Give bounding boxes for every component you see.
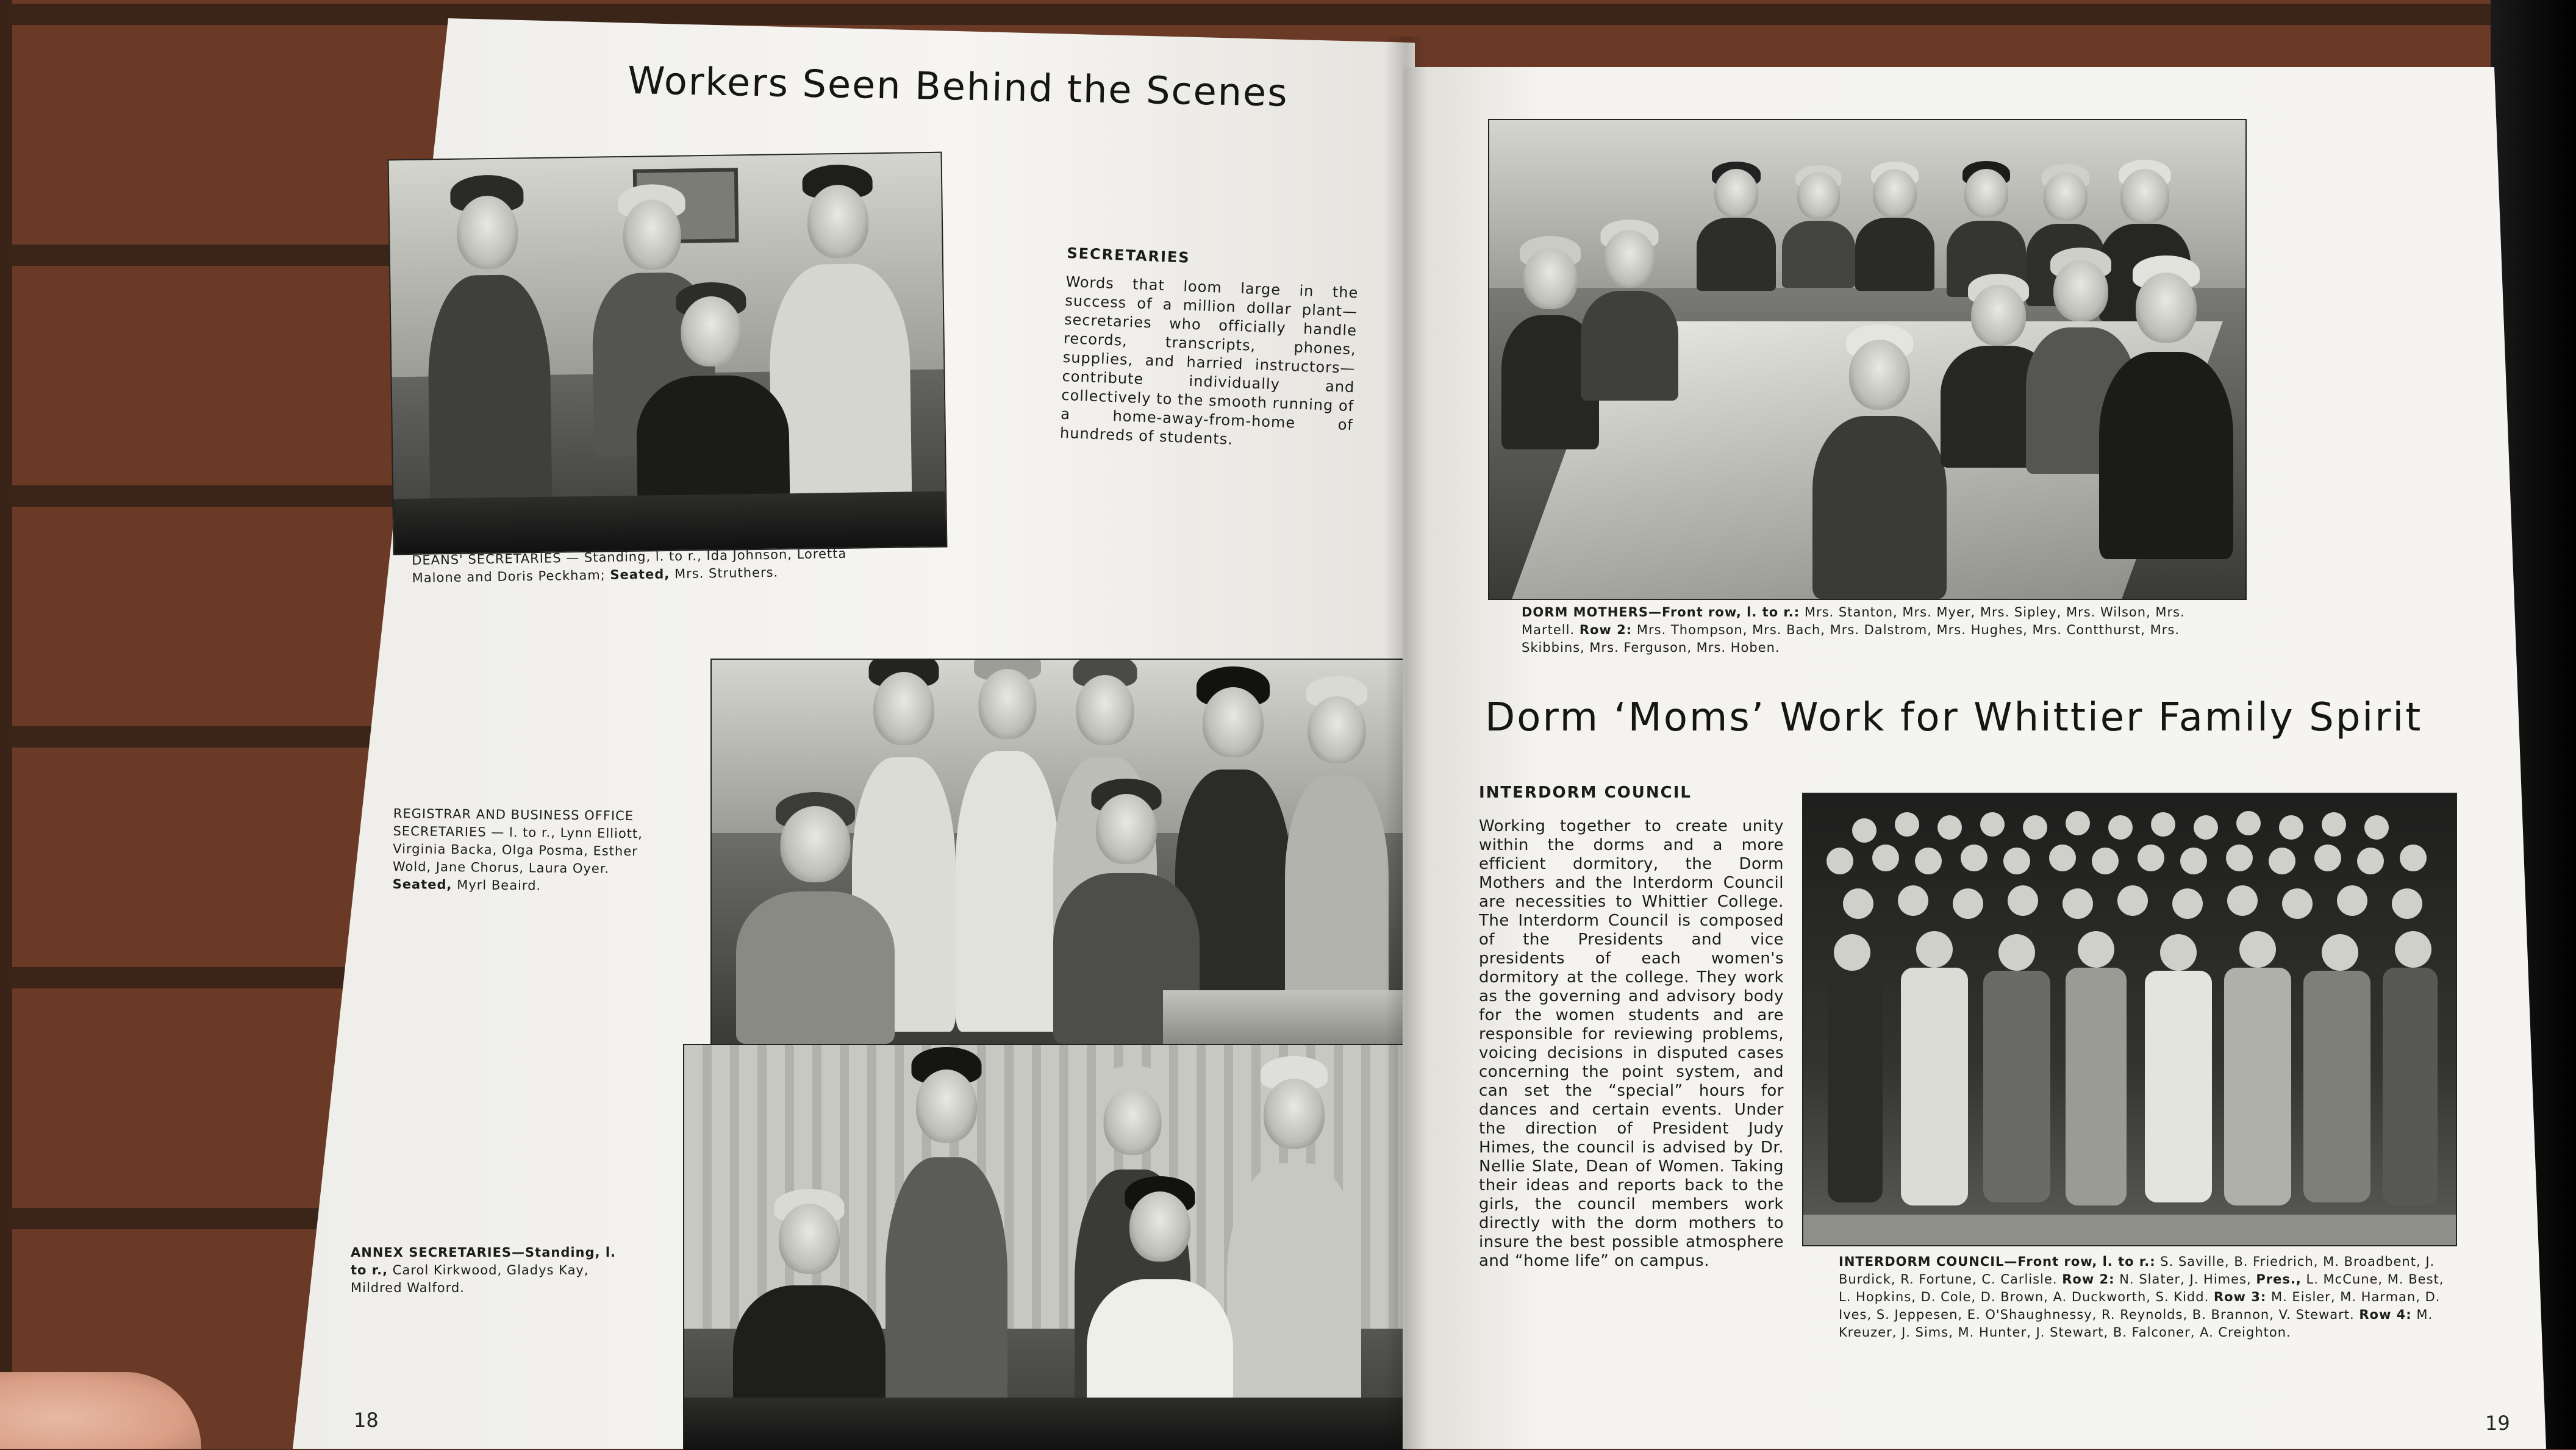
council-caption-label: INTERDORM COUNCIL—Front row, l. to r.: (1839, 1254, 2156, 1269)
interdorm-heading: INTERDORM COUNCIL (1479, 784, 1692, 802)
deans-secretaries-photo (388, 152, 948, 555)
council-caption-row4: M. Kreuzer, J. Sims, M. Hunter, J. Stewart, B. Falconer, A. Creighton. (1839, 1307, 2433, 1340)
left-page-title: Workers Seen Behind the Scenes (627, 58, 1289, 115)
book-gutter (1384, 37, 1427, 1449)
dorm-caption-row1: Mrs. Stanton, Mrs. Myer, Mrs. Sipley, Mrs. Wilson, Mrs. Martell. (1522, 605, 2185, 637)
registrar-caption-label: REGISTRAR AND BUSINESS OFFICE SECRETARIES — l. to r., (393, 805, 634, 840)
interdorm-council-caption (1839, 1253, 2449, 1341)
dorm-caption-label: DORM MOTHERS—Front row, l. to r.: (1522, 605, 1800, 620)
council-caption-row2b: L. McCune, M. Best, L. Hopkins, D. Cole, D. Brown, A. Duckworth, S. Kidd. (1839, 1272, 2444, 1304)
council-caption-row2: N. Slater, J. Himes, (2119, 1272, 2252, 1287)
secretaries-heading: SECRETARIES (1066, 244, 1191, 266)
right-page-number: 19 (2485, 1412, 2510, 1435)
council-caption-row2-label: Row 2: (2062, 1272, 2115, 1287)
dorm-caption-row2-label: Row 2: (1579, 623, 1633, 637)
annex-caption (351, 1244, 619, 1297)
dorm-caption-row2: Mrs. Thompson, Mrs. Bach, Mrs. Dalstrom, Mrs. Hughes, Mrs. Contthurst, Mrs. Skibbins, Mrs. Ferguson, Mrs. Hoben. (1522, 623, 2180, 655)
council-caption-row3-label: Row 3: (2213, 1290, 2267, 1304)
registrar-caption-seated-label: Seated, (392, 876, 453, 893)
annex-caption-label: ANNEX SECRETARIES—Standing, l. to r., (351, 1245, 617, 1277)
registrar-secretaries-photo (710, 659, 1405, 1045)
registrar-caption-names: Lynn Elliott, Virginia Backa, Olga Posma, Esther Wold, Jane Chorus, Laura Oyer. (392, 825, 643, 876)
deans-caption-label: DEANS' SECRETARIES — Standing, l. to r., (412, 548, 702, 568)
registrar-caption-seated-names: Myrl Beaird. (457, 877, 542, 893)
annex-secretaries-photo (683, 1044, 1405, 1450)
council-caption-row1: S. Saville, B. Friedrich, M. Broadbent, J. Burdick, R. Fortune, C. Carlisle. (1839, 1254, 2435, 1287)
annex-caption-names: Carol Kirkwood, Gladys Kay, Mildred Walford. (351, 1263, 589, 1295)
dorm-mothers-photo (1488, 119, 2247, 600)
right-page-title: Dorm ‘Moms’ Work for Whittier Family Spirit (1485, 695, 2423, 740)
interdorm-council-photo (1802, 793, 2457, 1246)
dorm-mothers-caption (1522, 604, 2241, 657)
council-members-illustration (1803, 794, 2456, 1245)
interdorm-text: Working together to create unity within the dorms and a more efficient dormitory, the Dorm Mothers and the Interdorm Council are necessities to Whittier College. The Interdorm Council is composed of the Presidents and vice presidents of each women's dormitory at the college. They work as the governing and advisory body for the women students and are responsible for reviewing problems, voicing decisions in disputed cases concerning the point system, and can set the “special” hours for dances and certain events. Under the direction of President Judy Himes, the council is advised by Dr. Nellie Slate, Dean of Women. Taking their ideas and reports back to the girls, the council members work directly with the dorm mothers to insure the best possible atmosphere and “home life” on campus. (1479, 817, 1784, 1270)
secretaries-block (1059, 244, 1359, 454)
interdorm-block (1479, 784, 1784, 1271)
deans-caption-names: Ida Johnson, Loretta Malone and Doris Peckham; (412, 546, 847, 585)
left-page-number: 18 (354, 1409, 379, 1432)
council-caption-row4-label: Row 4: (2359, 1307, 2412, 1322)
deans-caption-seated-names: Mrs. Struthers. (674, 565, 779, 582)
registrar-caption (392, 805, 655, 896)
council-caption-pres: Pres., (2256, 1272, 2302, 1287)
council-caption-row3: M. Eisler, M. Harman, D. Ives, S. Jeppesen, E. O'Shaughnessy, R. Reynolds, B. Brannon, V. Stewart. (1839, 1290, 2441, 1322)
brick-mortar (0, 0, 12, 1449)
secretaries-text: Words that loom large in the success of a million dollar plant—secretaries who officially handle records, transcripts, phones, supplies, and harried instructors—contribute individually and collectively to the smooth running of a home-away-from-home of hundreds of students. (1059, 273, 1359, 448)
deans-caption-seated-label: Seated, (610, 566, 670, 582)
